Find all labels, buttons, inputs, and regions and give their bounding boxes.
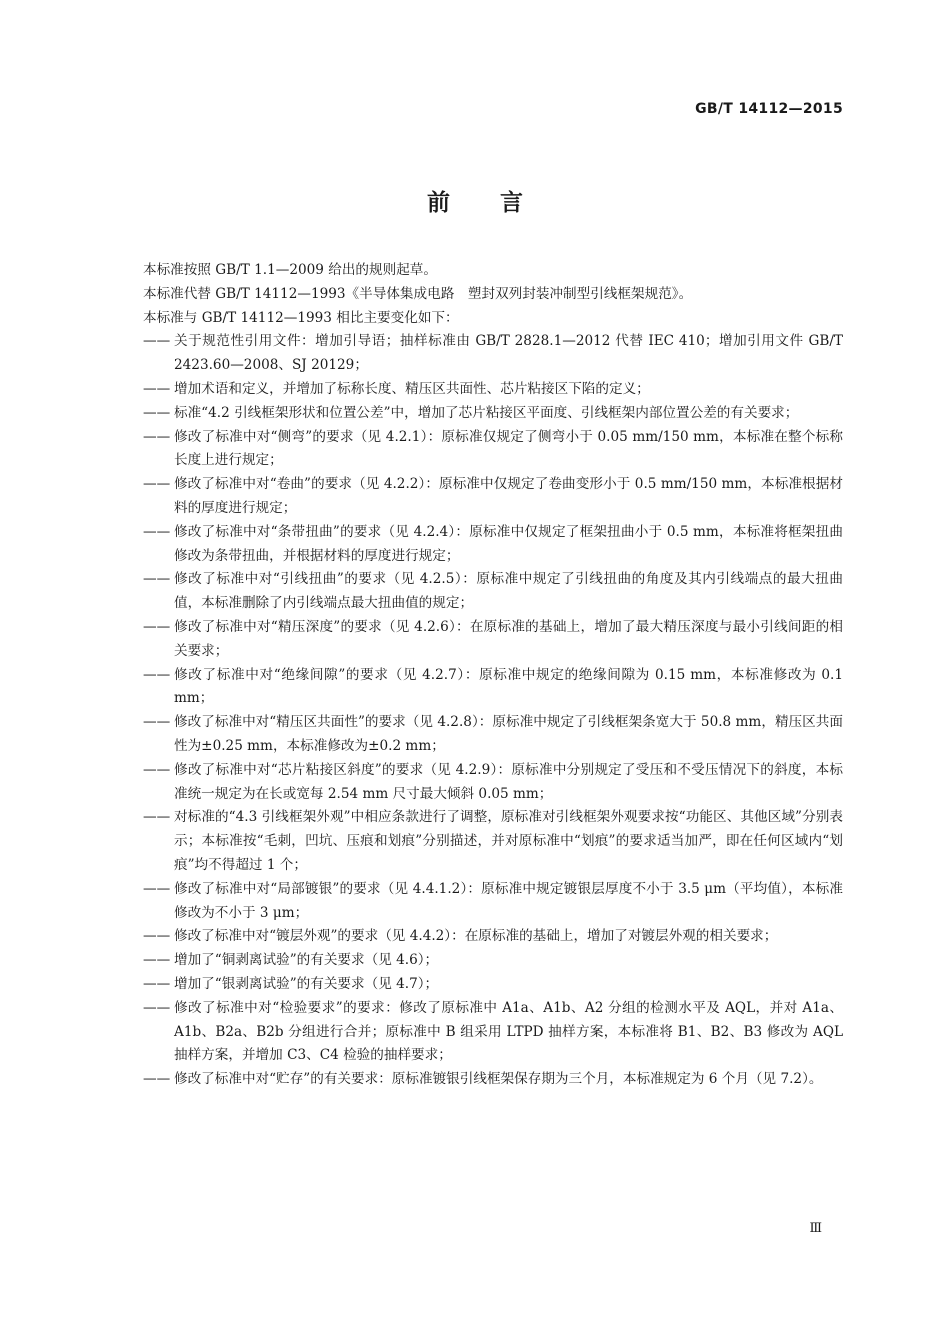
change-list-item bbox=[143, 1068, 843, 1092]
page-title bbox=[0, 184, 950, 217]
dash-marker: —— bbox=[143, 1071, 171, 1088]
list-item-text: 修改了标准中对“引线扭曲”的要求（见 4.2.5）：原标准中规定了引线扭曲的角度及其内引线端点的最大扭曲值，本标准删除了内引线端点最大扭曲值的规定； bbox=[174, 571, 843, 612]
dash-marker: —— bbox=[143, 809, 171, 826]
intro-paragraph: 本标准代替 GB/T 14112—1993《半导体集成电路 塑封双列封装冲制型引线框架规范》。 bbox=[143, 285, 693, 302]
list-item-text: 修改了标准中对“精压区共面性”的要求（见 4.2.8）：原标准中规定了引线框架条宽大于 50.8 mm，精压区共面性为±0.25 mm，本标准修改为±0.2 mm； bbox=[174, 714, 843, 754]
dash-marker: —— bbox=[143, 928, 171, 945]
list-item-text: 修改了标准中对“侧弯”的要求（见 4.2.1）：原标准仅规定了侧弯小于 0.05 mm/150 mm，本标准在整个标称长度上进行规定； bbox=[174, 428, 843, 469]
dash-marker: —— bbox=[143, 333, 171, 350]
dash-marker: —— bbox=[143, 880, 171, 897]
change-list-item bbox=[143, 473, 843, 521]
document-body bbox=[143, 259, 843, 1092]
dash-marker: —— bbox=[143, 380, 171, 397]
change-list-item bbox=[143, 711, 843, 759]
list-item-text: 增加了“铜剥离试验”的有关要求（见 4.6）； bbox=[174, 952, 439, 969]
dash-marker: —— bbox=[143, 666, 171, 683]
list-item-text: 修改了标准中对“卷曲”的要求（见 4.2.2）：原标准中仅规定了卷曲变形小于 0.5 mm/150 mm，本标准根据材料的厚度进行规定； bbox=[174, 476, 843, 516]
change-list-item bbox=[143, 759, 843, 807]
list-item-text: 修改了标准中对“镀层外观”的要求（见 4.4.2）：在原标准的基础上，增加了对镀层外观的相关要求； bbox=[174, 928, 778, 945]
list-item-text: 标准“4.2 引线框架形状和位置公差”中，增加了芯片粘接区平面度、引线框架内部位置公差的有关要求； bbox=[174, 404, 799, 421]
intro-paragraph: 本标准按照 GB/T 1.1—2009 给出的规则起草。 bbox=[143, 262, 437, 278]
list-item-text: 修改了标准中对“条带扭曲”的要求（见 4.2.4）：原标准中仅规定了框架扭曲小于 0.5 mm，本标准将框架扭曲修改为条带扭曲，并根据材料的厚度进行规定； bbox=[174, 523, 843, 564]
dash-marker: —— bbox=[143, 428, 171, 445]
dash-marker: —— bbox=[143, 999, 171, 1016]
change-list-item bbox=[143, 426, 843, 474]
change-list-item bbox=[143, 973, 843, 997]
page-number: Ⅲ bbox=[809, 1221, 822, 1236]
change-list-item bbox=[143, 806, 843, 877]
list-item-text: 修改了标准中对“绝缘间隙”的要求（见 4.2.7）：原标准中规定的绝缘间隙为 0.15 mm，本标准修改为 0.1 mm； bbox=[174, 666, 843, 707]
list-item-text: 修改了标准中对“局部镀银”的要求（见 4.4.1.2）：原标准中规定镀银层厚度不小于 3.5 μm（平均值），本标准修改为不小于 3 μm； bbox=[174, 880, 843, 921]
list-item-text: 修改了标准中对“贮存”的有关要求：原标准镀银引线框架保存期为三个月，本标准规定为 6 个月（见 7.2）。 bbox=[174, 1071, 823, 1088]
dash-marker: —— bbox=[143, 571, 171, 588]
list-item-text: 增加术语和定义，并增加了标称长度、精压区共面性、芯片粘接区下陷的定义； bbox=[174, 380, 650, 397]
change-list-item bbox=[143, 616, 843, 664]
change-list-item bbox=[143, 925, 843, 949]
list-item-text: 修改了标准中对“芯片粘接区斜度”的要求（见 4.2.9）：原标准中分别规定了受压和不受压情况下的斜度，本标准统一规定为在长或宽每 2.54 mm 尺寸最大倾斜 0.05 mm； bbox=[174, 761, 843, 802]
change-list-item bbox=[143, 378, 843, 402]
dash-marker: —— bbox=[143, 523, 171, 540]
dash-marker: —— bbox=[143, 761, 171, 778]
list-item-text: 关于规范性引用文件：增加引导语；抽样标准由 GB/T 2828.1—2012 代替 IEC 410；增加引用文件 GB/T 2423.60—2008、SJ 20129； bbox=[174, 333, 843, 374]
intro-paragraph: 本标准与 GB/T 14112—1993 相比主要变化如下： bbox=[143, 309, 459, 326]
dash-marker: —— bbox=[143, 404, 171, 421]
change-list-item bbox=[143, 997, 843, 1068]
change-list-item bbox=[143, 521, 843, 569]
dash-marker: —— bbox=[143, 476, 171, 493]
title-char-1: 前 bbox=[427, 190, 450, 216]
change-list-item bbox=[143, 878, 843, 926]
list-item-text: 修改了标准中对“精压深度”的要求（见 4.2.6）：在原标准的基础上，增加了最大精压深度与最小引线间距的相关要求； bbox=[174, 618, 843, 659]
list-item-text: 修改了标准中对“检验要求”的要求：修改了原标准中 A1a、A1b、A2 分组的检测水平及 AQL，并对 A1a、A1b、B2a、B2b 分组进行合并；原标准中 B 组采用 LTPD 抽样方案，本标准将 B1、B2、B3 修改为 AQL 抽样方案，并增加 C3、C4 检验的抽样要求； bbox=[174, 999, 843, 1064]
dash-marker: —— bbox=[143, 975, 171, 992]
dash-marker: —— bbox=[143, 952, 171, 969]
dash-marker: —— bbox=[143, 618, 171, 635]
list-item-text: 对标准的“4.3 引线框架外观”中相应条款进行了调整，原标准对引线框架外观要求按“功能区、其他区域”分别表示；本标准按“毛刺，凹坑、压痕和划痕”分别描述，并对原标准中“划痕”的要求适当加严，即在任何区域内“划痕”均不得超过 1 个； bbox=[174, 809, 843, 873]
standard-number: GB/T 14112—2015 bbox=[695, 101, 843, 117]
list-item-text: 增加了“银剥离试验”的有关要求（见 4.7）； bbox=[174, 975, 439, 992]
change-list-item bbox=[143, 664, 843, 712]
change-list-item bbox=[143, 330, 843, 378]
change-list-item bbox=[143, 949, 843, 973]
change-list-item bbox=[143, 568, 843, 616]
title-char-2: 言 bbox=[500, 190, 523, 216]
change-list-item bbox=[143, 402, 843, 426]
dash-marker: —— bbox=[143, 714, 171, 731]
